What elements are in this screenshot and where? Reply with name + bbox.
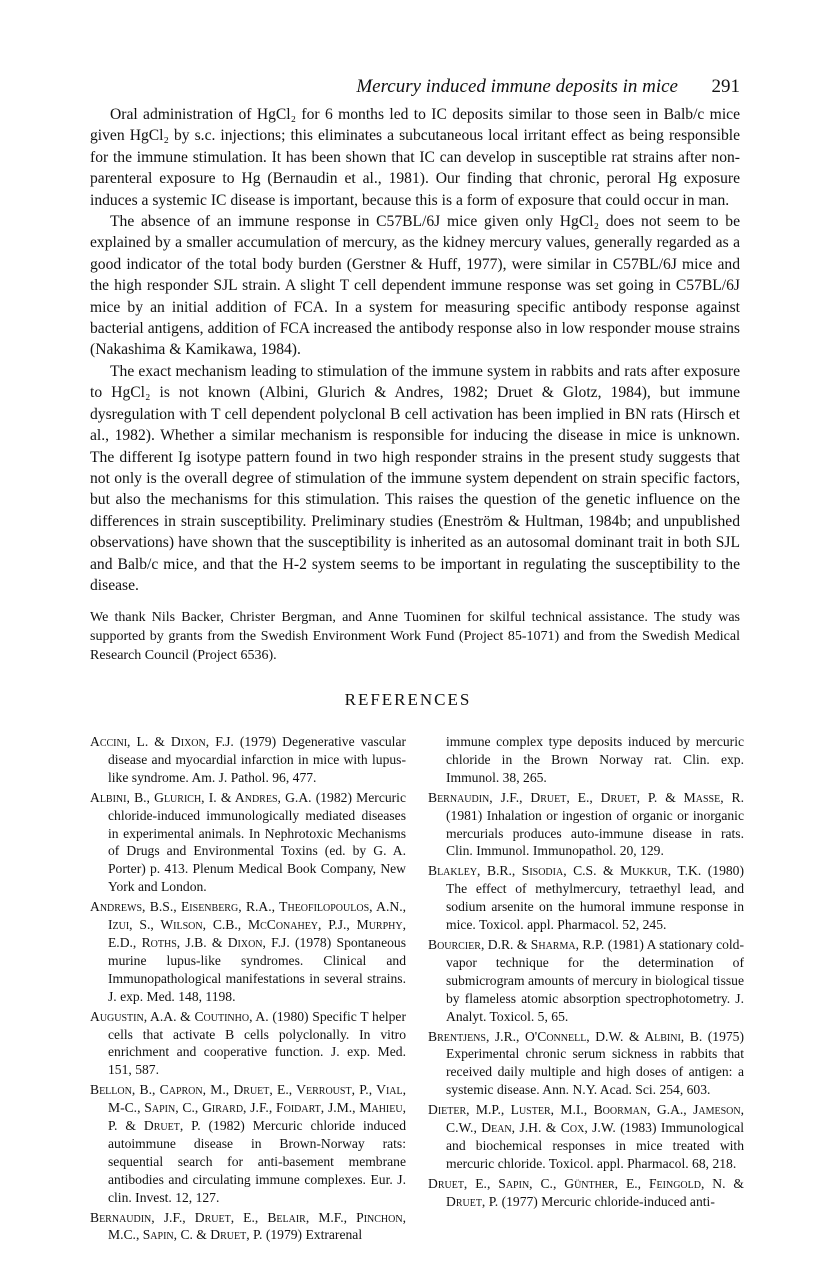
reference-authors: Bellon, B., Capron, M., Druet, E., Verroust, P., Vial, M-C., Sapin, C., Girard, J.F., Foidart, J.M., Mahieu, P. & Druet, P. (1982)	[90, 1082, 406, 1134]
references-heading: REFERENCES	[344, 690, 472, 709]
reference-text: Mercuric chloride-induced immunologically mediated diseases in experimental animals. In Nephrotoxic Mechanisms of Drugs and Environmental Toxins (ed. by G. A. Porter) p. 413. Plenum Medical Book Company, New York and London.	[108, 789, 406, 895]
reference-authors: Dieter, M.P., Luster, M.I., Boorman, G.A., Jameson, C.W., Dean, J.H. & Cox, J.W. (1983)	[428, 1102, 744, 1136]
reference-item	[428, 862, 744, 934]
reference-authors: Bernaudin, J.F., Druet, E., Druet, P. & Masse, R. (1981)	[428, 789, 744, 823]
body-text	[90, 104, 740, 596]
paragraph-3: The exact mechanism leading to stimulation of the immune system in rabbits and rats after exposure to HgCl₂ is not known (Albini, Glurich & Andres, 1982; Druet & Glotz, 1984), but immune dysregulation with T cell dependent polyclonal B cell activation has been implied in BN rats (Hirsch et al., 1982). Whether a similar mechanism is responsible for inducing the disease in mice is unknown. The different Ig isotype pattern found in two high responder strains in the present study suggests that not only is the overall degree of stimulation of the immune system dependent on strain specific factors, but also the mechanisms for this stimulation. This raises the question of the genetic influence on the differences in strain susceptibility. Preliminary studies (Eneström & Hultman, 1984b; and unpublished observations) have shown that the susceptibility is inherited as an autosomal dominant trait in both SJL and Balb/c mice, and that the H-2 system seems to be important in regulating the susceptibility to the disease.	[90, 362, 740, 594]
reference-item	[428, 1175, 744, 1211]
reference-text: Mercuric chloride-induced anti-	[537, 1193, 715, 1209]
reference-authors: Bernaudin, J.F., Druet, E., Belair, M.F., Pinchon, M.C., Sapin, C. & Druet, P. (1979)	[90, 1209, 406, 1243]
page-number: 291	[711, 76, 740, 97]
reference-continuation: immune complex type deposits induced by mercuric chloride in the Brown Norway rat. Clin. exp. Immunol. 38, 265.	[446, 734, 744, 785]
reference-text: Spontaneous murine lupus-like syndromes. Clinical and Immunopathological manifestations in several strains. J. exp. Med. 148, 1198.	[108, 934, 406, 1004]
reference-item	[428, 936, 744, 1026]
reference-item	[90, 789, 406, 896]
references-left-column	[90, 733, 406, 1246]
reference-text: Inhalation or ingestion of organic or inorganic mercurials produces auto-immune disease in rats. Clin. Immunol. Immunopathol. 20, 129.	[446, 807, 744, 859]
reference-text: Mercuric chloride induced autoimmune disease in Brown-Norway rats: sequential search for anti-basement membrane antibodies and circulating immune complexes. Eur. J. clin. Invest. 12, 127.	[108, 1118, 406, 1205]
reference-item	[428, 1101, 744, 1173]
running-header	[90, 76, 740, 104]
reference-text: Immunological and biochemical responses in mice treated with mercuric chloride. Toxicol. appl. Pharmacol. 68, 218.	[446, 1120, 744, 1171]
reference-item	[90, 898, 406, 1005]
paragraph-2: The absence of an immune response in C57BL/6J mice given only HgCl₂ does not seem to be explained by a smaller accumulation of mercury, as the kidney mercury values, generally regarded as a good indicator of the total body burden (Gerstner & Huff, 1977), were similar in C57BL/6J mice and the high responder SJL strain. A slight T cell dependent immune response was set going in C57BL/6J mice by an initial addition of FCA. In a system for measuring specific antibody response against bacterial antigens, addition of FCA increased the antibody response also in low responder mouse strains (Nakashima & Kamikawa, 1984).	[90, 213, 740, 359]
reference-item	[90, 1209, 406, 1245]
reference-authors: Augustin, A.A. & Coutinho, A. (1980)	[90, 1008, 309, 1024]
reference-item	[90, 1008, 406, 1080]
reference-item	[90, 733, 406, 787]
reference-text: Experimental chronic serum sickness in rabbits that received daily multiple and high doses of antigen: a systemic disease. Ann. N.Y. Acad. Sci. 254, 603.	[446, 1046, 744, 1098]
reference-text: The effect of methylmercury, tetraethyl lead, and sodium arsenite on the humoral immune response in mice. Toxicol. appl. Pharmacol. 52, 245.	[446, 881, 744, 933]
running-title: Mercury induced immune deposits in mice	[356, 76, 678, 97]
reference-item	[428, 789, 744, 861]
references-right-column	[428, 733, 744, 1213]
reference-authors: Andrews, B.S., Eisenberg, R.A., Theofilopoulos, A.N., Izui, S., Wilson, C.B., McConahey, P.J., Murphy, E.D., Roths, J.B. & Dixon, F.J. (1978)	[90, 899, 406, 950]
reference-authors: Accini, L. & Dixon, F.J. (1979)	[90, 734, 277, 749]
reference-item	[90, 1081, 406, 1206]
reference-text: Specific T helper cells that activate B cells polyclonally. In vitro enrichment and cooperative function. J. exp. Med. 151, 587.	[108, 1008, 406, 1078]
reference-authors: Brentjens, J.R., O'Connell, D.W. & Albini, B. (1975)	[428, 1028, 744, 1044]
reference-text: Extrarenal	[302, 1227, 363, 1243]
reference-authors: Druet, E., Sapin, C., Günther, E., Feingold, N. & Druet, P. (1977)	[428, 1175, 744, 1209]
reference-authors: Bourcier, D.R. & Sharma, R.P. (1981)	[428, 936, 644, 952]
reference-text: Degenerative vascular disease and myocardial infarction in mice with lupus-like syndrome. Am. J. Pathol. 96, 477.	[108, 734, 407, 785]
reference-item	[428, 1028, 744, 1100]
reference-authors: Blakley, B.R., Sisodia, C.S. & Mukkur, T.K. (1980)	[428, 863, 744, 879]
paragraph-1: Oral administration of HgCl₂ for 6 months led to IC deposits similar to those seen in Balb/c mice given HgCl₂ by s.c. injections; this eliminates a subcutaneous local irritant effect as being responsible for the immune stimulation. It has been shown that IC can develop in susceptible rat strains after non-parenteral exposure to Hg (Bernaudin et al., 1981). Our finding that chronic, peroral Hg exposure induces a systemic IC disease is important, because this is a form of exposure that could occur in man.	[90, 106, 740, 209]
reference-authors: Albini, B., Glurich, I. & Andres, G.A. (1982)	[90, 789, 352, 805]
reference-text: A stationary cold-vapor technique for the determination of submicrogram amounts of mercury in biological tissue by flameless atomic absorption spectrophotometry. J. Analyt. Toxicol. 5, 65.	[446, 936, 745, 1024]
acknowledgement: We thank Nils Backer, Christer Bergman, and Anne Tuominen for skilful technical assistance. The study was supported by grants from the Swedish Environment Work Fund (Project 85-1071) and from the Swedish Medical Research Council (Project 6536).	[90, 610, 740, 663]
